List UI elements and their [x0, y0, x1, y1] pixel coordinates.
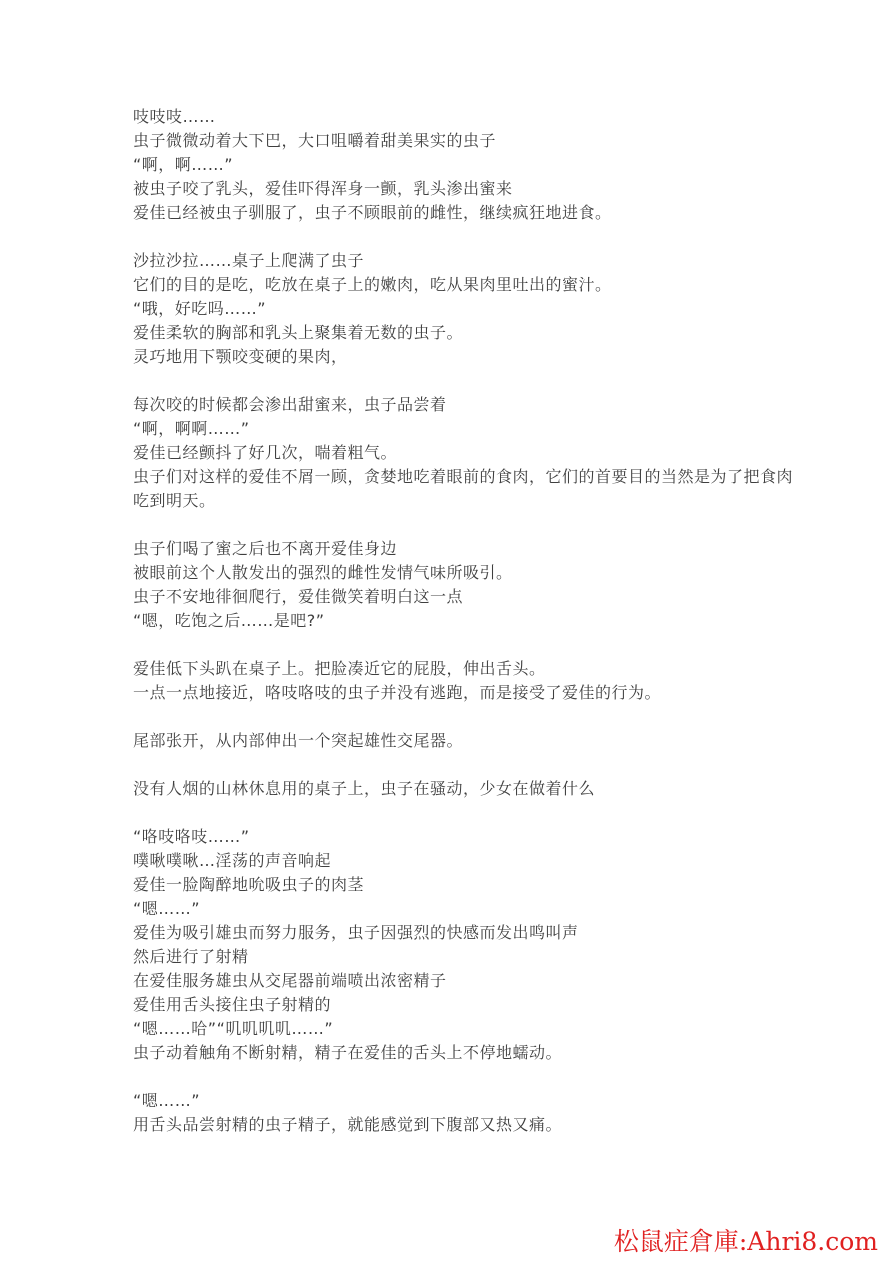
text-line: 被虫子咬了乳头，爱佳吓得浑身一颤，乳头渗出蜜来 [133, 179, 513, 198]
text-line: 吱吱吱…… [133, 107, 216, 126]
text-line: 在爱佳服务雄虫从交尾器前端喷出浓密精子 [133, 971, 447, 990]
text-line: 虫子微微动着大下巴，大口咀嚼着甜美果实的虫子 [133, 131, 497, 150]
paragraph [133, 537, 853, 633]
text-line: 虫子们喝了蜜之后也不离开爱佳身边 [133, 539, 398, 558]
paragraph [133, 105, 853, 225]
text-line: “啊，啊……” [133, 155, 234, 174]
text-line: “咯吱咯吱……” [133, 827, 250, 846]
text-line: 爱佳一脸陶醉地吮吸虫子的肉茎 [133, 875, 365, 894]
paragraph [133, 729, 853, 753]
text-line: 尾部张开，从内部伸出一个突起雄性交尾器。 [133, 731, 464, 750]
text-line: 爱佳已经被虫子驯服了，虫子不顾眼前的雌性，继续疯狂地进食。 [133, 203, 612, 222]
text-line: 一点一点地接近，咯吱咯吱的虫子并没有逃跑，而是接受了爱佳的行为。 [133, 683, 662, 702]
text-line: 爱佳低下头趴在桌子上。把脸凑近它的屁股，伸出舌头。 [133, 659, 546, 678]
document-text [133, 105, 853, 1161]
paragraph [133, 249, 853, 369]
text-line: 爱佳已经颤抖了好几次，喘着粗气。 [133, 443, 398, 462]
text-line: 用舌头品尝射精的虫子精子，就能感觉到下腹部又热又痛。 [133, 1115, 563, 1134]
text-line: “嗯……哈”“叽叽叽叽……” [133, 1019, 334, 1038]
text-line: 沙拉沙拉……桌子上爬满了虫子 [133, 251, 365, 270]
text-line: “哦，好吃吗……” [133, 299, 267, 318]
text-line: 爱佳柔软的胸部和乳头上聚集着无数的虫子。 [133, 323, 464, 342]
paragraph [133, 657, 853, 705]
paragraph [133, 777, 853, 801]
text-line: 它们的目的是吃，吃放在桌子上的嫩肉，吃从果肉里吐出的蜜汁。 [133, 275, 612, 294]
text-line: 每次咬的时候都会渗出甜蜜来，虫子品尝着 [133, 395, 447, 414]
text-line: 虫子们对这样的爱佳不屑一顾，贪婪地吃着眼前的食肉，它们的首要目的当然是为了把食肉 [133, 467, 794, 486]
text-line: 爱佳为吸引雄虫而努力服务，虫子因强烈的快感而发出鸣叫声 [133, 923, 579, 942]
text-line: 吃到明天。 [133, 491, 216, 510]
text-line: 虫子不安地徘徊爬行，爱佳微笑着明白这一点 [133, 587, 464, 606]
paragraph [133, 1089, 853, 1137]
text-line: “嗯……” [133, 1091, 201, 1110]
text-line: 噗啾噗啾…淫荡的声音响起 [133, 851, 332, 870]
text-line: “嗯，吃饱之后……是吧?” [133, 611, 325, 630]
text-line: 然后进行了射精 [133, 947, 249, 966]
text-line: “嗯……” [133, 899, 201, 918]
text-line: 爱佳用舌头接住虫子射精的 [133, 995, 332, 1014]
text-line: “啊，啊啊……” [133, 419, 250, 438]
text-line: 没有人烟的山林休息用的桌子上，虫子在骚动，少女在做着什么 [133, 779, 596, 798]
watermark: 松鼠症倉庫:Ahri8.com [613, 1227, 878, 1256]
text-line: 被眼前这个人散发出的强烈的雌性发情气味所吸引。 [133, 563, 513, 582]
paragraph [133, 393, 853, 513]
text-line: 灵巧地用下颚咬变硬的果肉， [133, 347, 348, 366]
paragraph [133, 825, 853, 1065]
text-line: 虫子动着触角不断射精，精子在爱佳的舌头上不停地蠕动。 [133, 1043, 563, 1062]
